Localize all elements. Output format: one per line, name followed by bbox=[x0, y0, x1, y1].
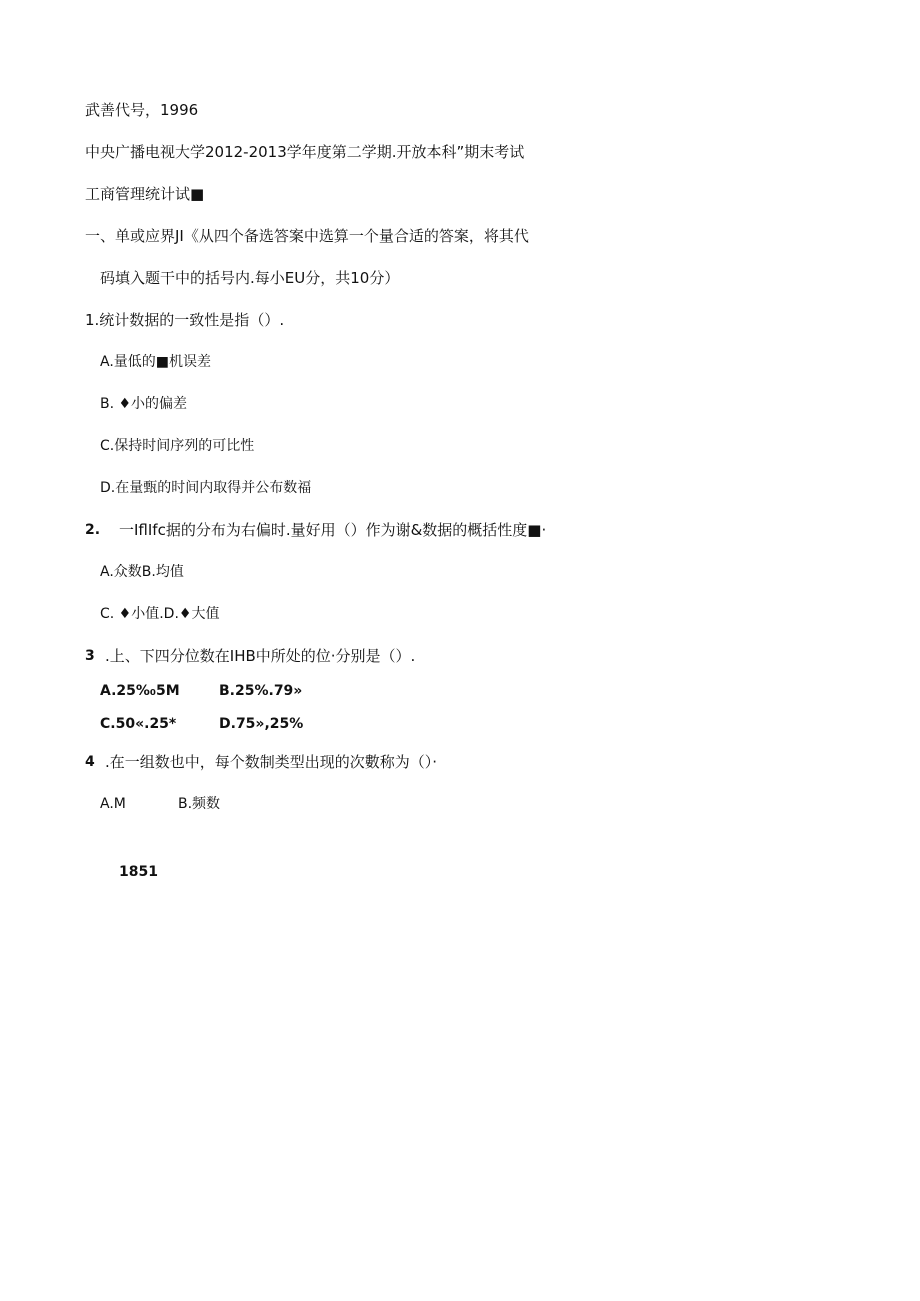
question-1-option-c: C.保持时间序列的可比性 bbox=[100, 438, 255, 454]
question-1-stem: 1.统计数据的一致性是指（）. bbox=[85, 311, 285, 329]
question-2-option-cd: C. ♦小值.D.♦大值 bbox=[100, 606, 220, 622]
page-code: 1851 bbox=[119, 864, 158, 880]
section-heading: 一、单或应界JI《从四个备选答案中选算一个量合适的答案，将其代 bbox=[85, 227, 529, 245]
section-heading-continued: 码填入题干中的括号内.每小EU分，共10分） bbox=[100, 269, 400, 287]
question-1-option-b: B. ♦小的偏差 bbox=[100, 396, 188, 412]
question-2-stem: 一IflIfc据的分布为右偏时.量好用（）作为谢&数据的概括性度■· bbox=[119, 521, 547, 539]
exam-code: 武善代号，1996 bbox=[85, 101, 199, 119]
question-3-option-d: D.75»,25% bbox=[219, 716, 304, 732]
exam-subject: 工商管理统计试■ bbox=[85, 185, 205, 203]
question-2-option-ab: A.众数B.均值 bbox=[100, 564, 184, 580]
exam-title: 中央广播电视大学2012-2013学年度第二学期.开放本科”期末考试 bbox=[85, 143, 525, 161]
question-4-option-a: A.M bbox=[100, 796, 126, 812]
question-1-option-d: D.在量甄的时间内取得并公布数福 bbox=[100, 480, 312, 496]
question-3-option-b: B.25%.79» bbox=[219, 683, 303, 699]
question-3-stem: .上、下四分位数在IHB中所处的位·分别是（）. bbox=[105, 647, 416, 665]
question-2-number: 2. bbox=[85, 522, 101, 538]
question-3-number: 3 bbox=[85, 648, 95, 664]
question-1-option-a: A.量低的■机误差 bbox=[100, 354, 212, 370]
question-4-stem: .在一组数也中，每个数制类型出现的次數称为（）· bbox=[105, 753, 438, 771]
question-4-number: 4 bbox=[85, 754, 95, 770]
question-4-option-b: B.频数 bbox=[178, 796, 221, 812]
question-3-option-a: A.25%₀5M bbox=[100, 683, 180, 699]
question-3-option-c: C.50«.25* bbox=[100, 716, 177, 732]
